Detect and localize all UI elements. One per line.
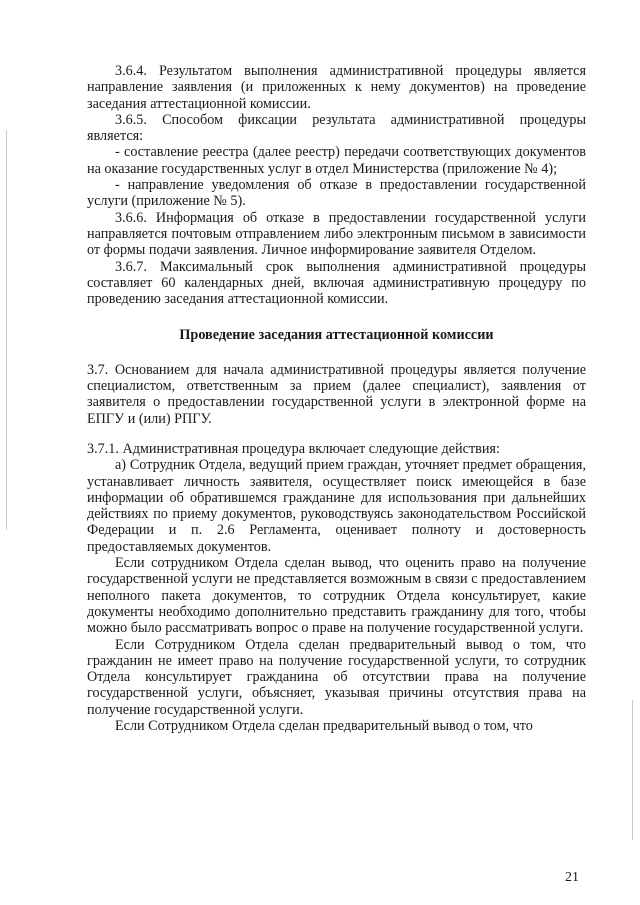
list-item-registry: - составление реестра (далее реестр) передачи соответствующих документов на оказание государственных услуг в отдел Министерства (приложение № 4); bbox=[87, 144, 586, 177]
paragraph-3-7-1: 3.7.1. Административная процедура включает следующие действия: bbox=[87, 440, 500, 457]
paragraph-incomplete-docs: Если сотрудником Отдела сделан вывод, что оценить право на получение государственной услуги не представляется возможным в связи с предоставлением неполного пакета документов, то сотрудник Отдела консультирует, какие документы необходимо дополнительно представить гражданину для того, чтобы можно было рассматривать вопрос о праве на получение государственной услуги. bbox=[87, 555, 586, 637]
document-body bbox=[87, 63, 586, 734]
paragraph-3-7: 3.7. Основанием для начала административной процедуры является получение специалистом, ответственным за прием (далее специалист), заявления от заявителя о предоставлении государственной услуги в электронной форме на ЕПГУ и (или) РПГУ. bbox=[87, 361, 586, 427]
paragraph-3-6-6: 3.6.6. Информация об отказе в предоставлении государственной услуги направляется почтовым отправлением либо электронным письмом в зависимости от формы подачи заявления. Личное информирование заявителя Отделом. bbox=[87, 209, 586, 259]
section-heading: Проведение заседания аттестационной комиссии bbox=[179, 327, 494, 344]
paragraph-3-6-4: 3.6.4. Результатом выполнения административной процедуры является направление заявления (и приложенных к нему документов) на проведение заседания аттестационной комиссии. bbox=[87, 63, 586, 112]
paragraph-3-6-5: 3.6.5. Способом фиксации результата административной процедуры является: bbox=[87, 111, 586, 145]
page-number: 21 bbox=[565, 870, 579, 885]
paragraph-item-a: а) Сотрудник Отдела, ведущий прием граждан, уточняет предмет обращения, устанавливает личность заявителя, осуществляет поиск имеющейся в базе информации об обратившемся гражданине для использования при дальнейших действиях по приему документов, руководствуясь законодательством Российской Федерации и п. 2.6 Регламента, оценивает полноту и достоверность предоставляемых документов. bbox=[87, 457, 586, 555]
paragraph-3-6-7: 3.6.7. Максимальный срок выполнения административной процедуры составляет 60 календарных дней, включая административную процедуру по проведению заседания аттестационной комиссии. bbox=[87, 258, 586, 308]
list-item-refusal-notice: - направление уведомления об отказе в предоставлении государственной услуги (приложение № 5). bbox=[87, 177, 586, 210]
paragraph-continued: Если Сотрудником Отдела сделан предварительный вывод о том, что bbox=[115, 717, 533, 734]
scan-edge-mark-left bbox=[6, 130, 7, 530]
paragraph-no-right: Если Сотрудником Отдела сделан предварительный вывод о том, что гражданин не имеет право на получение государственной услуги, то сотрудник Отдела консультирует гражданина об отсутствии права на получение государственной услуги, объясняет, указывая причины отсутствия права на получение государственной услуги. bbox=[87, 636, 586, 718]
scan-edge-mark-right bbox=[632, 700, 633, 840]
